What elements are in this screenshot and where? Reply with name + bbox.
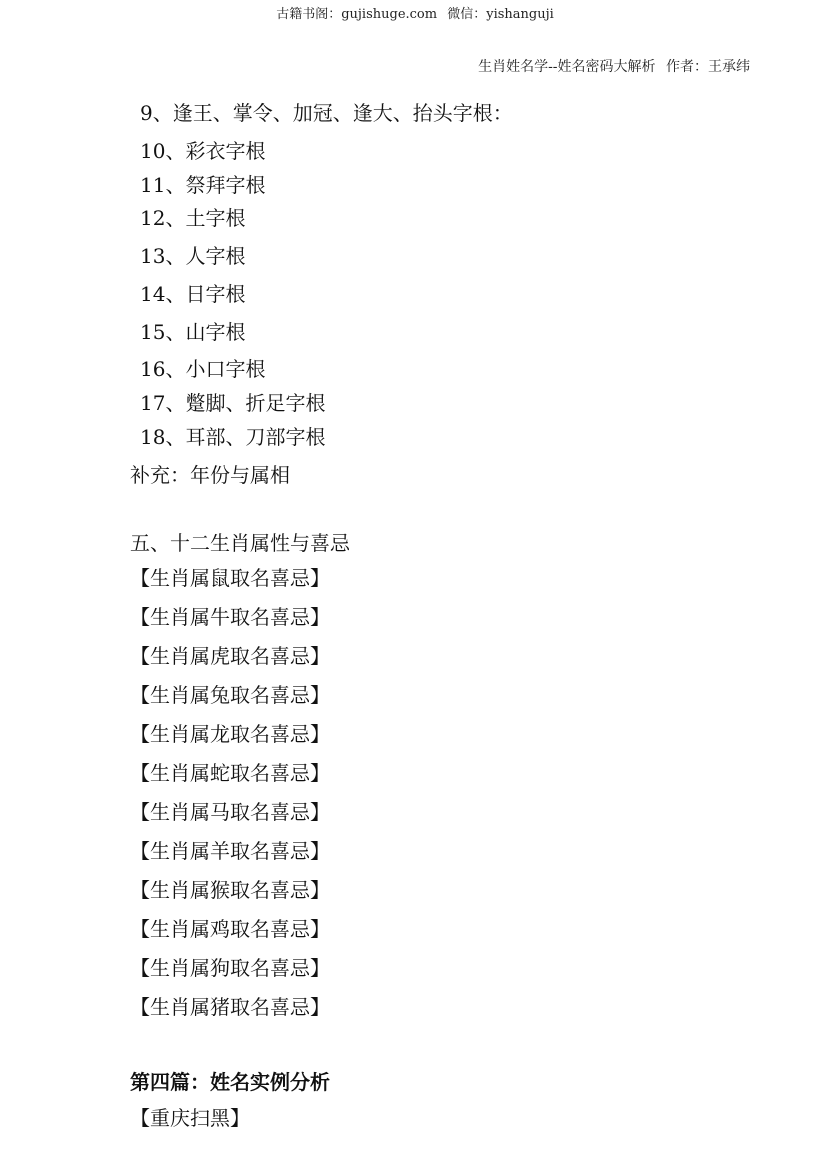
site-url: 古籍书阁：gujishuge.com xyxy=(276,7,438,22)
supplement-heading: 补充：年份与属相 xyxy=(130,463,290,487)
list-item: 【生肖属羊取名喜忌】 xyxy=(130,839,330,863)
site-header xyxy=(0,3,830,22)
list-item: 【生肖属龙取名喜忌】 xyxy=(130,722,330,746)
list-item: 9、逢王、掌令、加冠、逢大、抬头字根： xyxy=(140,101,513,125)
list-item: 17、蹩脚、折足字根 xyxy=(140,391,326,415)
list-item: 10、彩衣字根 xyxy=(140,139,266,163)
list-item: 【生肖属猴取名喜忌】 xyxy=(130,878,330,902)
list-item: 【生肖属狗取名喜忌】 xyxy=(130,956,330,980)
list-item: 【生肖属鼠取名喜忌】 xyxy=(130,566,330,590)
list-item: 【生肖属虎取名喜忌】 xyxy=(130,644,330,668)
list-item: 【生肖属马取名喜忌】 xyxy=(130,800,330,824)
part-four-first-item: 【重庆扫黑】 xyxy=(130,1106,250,1130)
list-item: 13、人字根 xyxy=(140,244,246,268)
list-item: 18、耳部、刀部字根 xyxy=(140,425,326,449)
book-author: 作者：王承纬 xyxy=(666,59,750,75)
section-five-title: 五、十二生肖属性与喜忌 xyxy=(130,531,350,555)
list-item: 12、土字根 xyxy=(140,206,246,230)
wechat-id: 微信：yishanguji xyxy=(447,7,554,22)
list-item: 15、山字根 xyxy=(140,320,246,344)
book-title: 生肖姓名学--姓名密码大解析 xyxy=(478,59,656,75)
part-four-title: 第四篇：姓名实例分析 xyxy=(130,1070,330,1094)
list-item: 14、日字根 xyxy=(140,282,246,306)
list-item: 【生肖属蛇取名喜忌】 xyxy=(130,761,330,785)
list-item: 【生肖属鸡取名喜忌】 xyxy=(130,917,330,941)
list-item: 【生肖属牛取名喜忌】 xyxy=(130,605,330,629)
running-header xyxy=(478,56,750,76)
list-item: 16、小口字根 xyxy=(140,357,266,381)
list-item: 【生肖属兔取名喜忌】 xyxy=(130,683,330,707)
list-item: 11、祭拜字根 xyxy=(140,173,266,197)
list-item: 【生肖属猪取名喜忌】 xyxy=(130,995,330,1019)
